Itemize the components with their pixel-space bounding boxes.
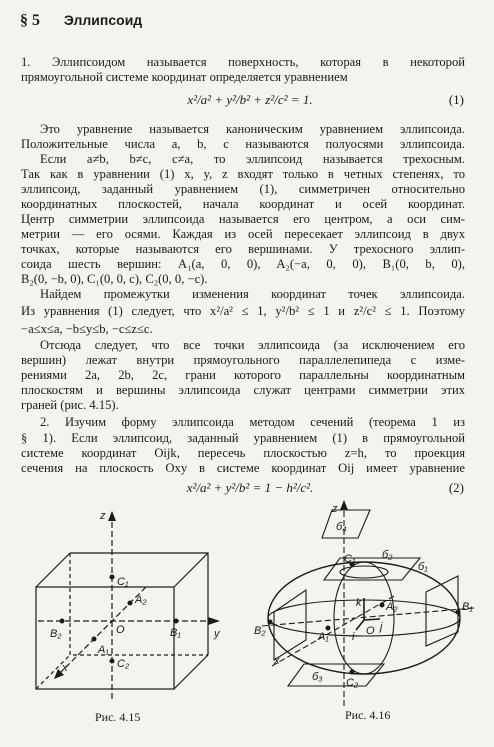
text-line: сечения на плоскость Oxy в системе координат Oij имеет уравнение (21, 461, 465, 475)
label-b2: B₂ (50, 628, 62, 640)
label-i: i (352, 631, 355, 643)
figure-4-15 (18, 505, 228, 705)
text-line: метрии — его осями. Каждая из осей пересекает эллипсоид в двух (21, 227, 465, 241)
figure-4-16 (252, 500, 480, 710)
text-line: вершин) лежат внутри прямоугольного параллелепипеда с изме- (21, 353, 465, 367)
point-c1 (110, 575, 115, 580)
label-b2: B₂ (254, 625, 266, 637)
label-b1: B₁ (462, 601, 473, 613)
text-line: эллипсоид, заданный уравнением (1), симметричен относительно (21, 182, 465, 196)
label-a1: A₁ (318, 631, 329, 643)
label-b3: б₃ (312, 671, 323, 683)
label-x: x (274, 655, 280, 667)
vector-i (356, 620, 364, 630)
text-line: § 1). Если эллипсоид, заданный уравнением (1) в прямоугольной (21, 431, 465, 445)
label-c2: C₂ (117, 658, 130, 670)
section-heading (20, 12, 142, 30)
label-c1: C₁ (117, 576, 129, 588)
point-c2 (350, 670, 355, 675)
equation-number: (1) (448, 92, 464, 107)
label-c1: C₁ (344, 553, 356, 565)
text-line: 1. Эллипсоидом называется поверхность, которая в некоторой (21, 55, 465, 69)
label-z: z (100, 510, 106, 522)
arrow-icon (340, 500, 348, 510)
point-a1 (92, 637, 97, 642)
text-line: соида шесть вершин: A₁(a, 0, 0), A₂(−a, 0, 0), B₁(0, b, 0), (21, 257, 465, 271)
text-line: плоскостям и вершины эллипсоида служат центрами симметрии этих (21, 383, 465, 397)
plane-b2 (324, 558, 420, 580)
label-a2: A₂ (386, 601, 398, 613)
text-line: граней (рис. 4.15). (21, 398, 119, 412)
point-b1 (174, 619, 179, 624)
label-b4: б₄ (336, 521, 347, 533)
x-axis (58, 587, 146, 675)
text-line: Найдем промежутки изменения координат точек эллипсоида. (40, 287, 465, 301)
point-b2 (268, 620, 273, 625)
point-a2 (128, 601, 133, 606)
text-line: системе координат Oijk, пересечь плоскостью z=h, то проекция (21, 446, 465, 460)
box-edge (174, 655, 208, 689)
figure-caption-4-16: Рис. 4.16 (345, 708, 391, 722)
plane-b3 (288, 664, 384, 686)
text-line: Отсюда следует, что все точки эллипсоида (за исключением его (40, 338, 465, 352)
point-b2 (60, 619, 65, 624)
text-line: рениями 2a, 2b, 2c, грани которого параллельны координатным (21, 368, 465, 382)
label-b1: б₁ (418, 561, 428, 573)
vector-j (364, 619, 380, 620)
label-k: k (356, 597, 362, 609)
text-line: Центр симметрии эллипсоида называется его центром, а оси сим- (21, 212, 465, 226)
text-line: B₂(0, −b, 0), C₁(0, 0, c), C₂(0, 0, −c). (21, 272, 208, 286)
section-title: Эллипсоид (63, 12, 143, 28)
text-line: 2. Изучим форму эллипсоида методом сечений (теорема 1 из (40, 415, 465, 429)
label-z: z (332, 503, 338, 515)
label-o: O (366, 625, 375, 637)
equation-number: (2) (448, 480, 464, 495)
label-c2: C₂ (346, 677, 359, 689)
point-c2 (110, 659, 115, 664)
text-line: Если a≠b, b≠c, c≠a, то эллипсоид называется трехосным. (40, 152, 465, 166)
text-line: точках, которые называются его вершинами. У трехосного эллип- (21, 242, 465, 256)
text-line: Это уравнение называется каноническим уравнением эллипсоида. (40, 122, 465, 136)
text-line: Положительные числа a, b, c называются полуосями эллипсоида. (21, 137, 465, 151)
arrow-icon (108, 511, 116, 521)
point-b1 (456, 610, 461, 615)
equation-1: x²/a² + y²/b² + z²/c² = 1. (187, 92, 313, 107)
plane-left (274, 590, 306, 660)
label-j: j (380, 621, 383, 633)
label-o: O (116, 624, 125, 636)
label-b2: б₂ (382, 549, 393, 561)
box-edge (174, 553, 208, 587)
section-number: § 5 (20, 12, 40, 29)
text-line: Так как в уравнении (1) x, y, z входят только в четных степенях, то (21, 167, 465, 181)
box-edge (36, 553, 70, 587)
equation-2: x²/a² + y²/b² = 1 − h²/c². (186, 480, 314, 495)
arrow-icon (208, 617, 220, 625)
point-a1 (326, 626, 331, 631)
text-line: прямоугольной системе координат определяется уравнением (21, 70, 348, 84)
label-y: y (214, 628, 220, 640)
text-line: −a≤x≤a, −b≤y≤b, −c≤z≤c. (21, 322, 153, 336)
label-a2: A₂ (135, 594, 147, 606)
figure-caption-4-15: Рис. 4.15 (95, 710, 141, 724)
text-line: Из уравнения (1) следует, что x²/a² ≤ 1, y²/b² ≤ 1 и z²/c² ≤ 1. Поэтому (21, 304, 465, 318)
text-line: координатных плоскостей, начала координат и осей координат. (21, 197, 465, 211)
label-b1: B₁ (170, 627, 181, 639)
label-x: x (62, 662, 68, 674)
label-a1: A₁ (98, 644, 109, 656)
point-a2 (380, 603, 385, 608)
